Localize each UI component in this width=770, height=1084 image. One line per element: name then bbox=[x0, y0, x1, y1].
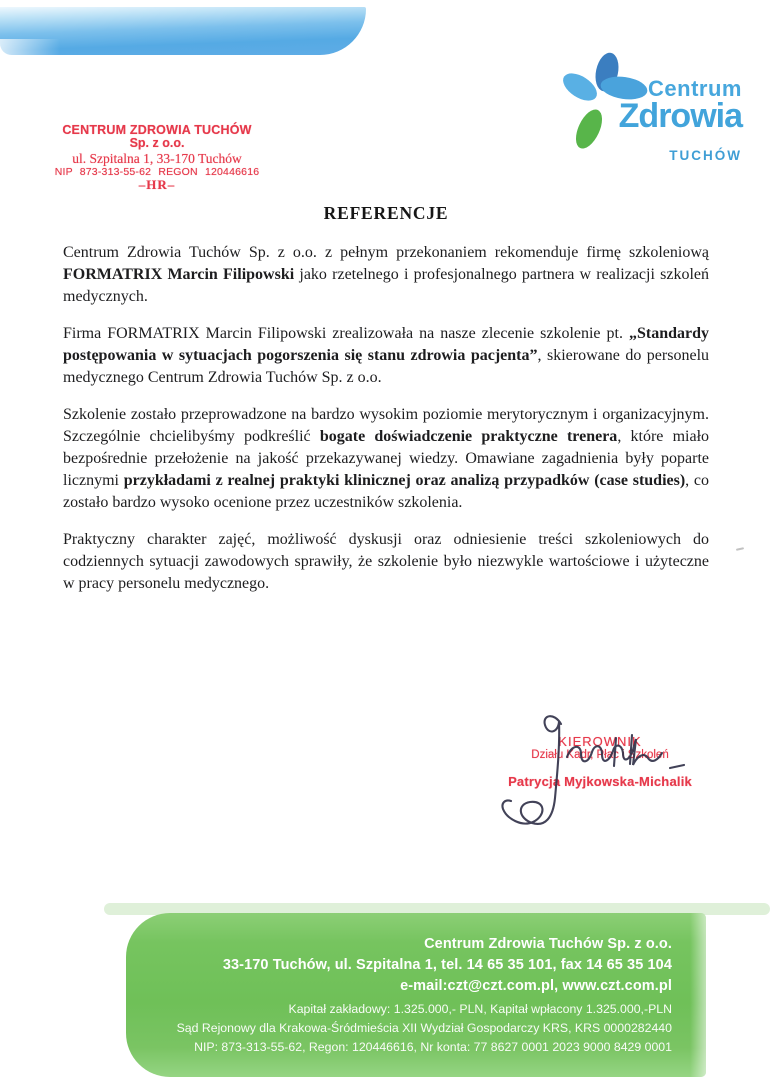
stamp-company-name: CENTRUM ZDROWIA TUCHÓW bbox=[62, 123, 252, 137]
paragraph-training-topic: Firma FORMATRIX Marcin Filipowski zrealizowała na nasze zlecenie szkolenie pt. „Standardy postępowania w sytuacjach pogorszenia się stanu zdrowia pacjenta”, skierowane do personelu medycznego Centrum Zdrowia Tuchów Sp. z o.o. bbox=[63, 325, 710, 386]
letterhead-swoosh-graphic bbox=[0, 7, 366, 55]
stamp-nip-regon: NIP 873-313-55-62 REGON 120446616 bbox=[54, 166, 260, 178]
logo-word-centrum: Centrum bbox=[648, 76, 742, 101]
paragraph-quality: Szkolenie zostało przeprowadzone na bardzo wysokim poziomie merytorycznym i organizacyjnym. Szczególnie chcielibyśmy podkreślić bogate doświadczenie praktyczne trenera, które miało bezpośrednie przełożenie na jakość przekazywanej wiedzy. Omawiane zagadnienia były poparte licznymi przykładami z realnej praktyki klinicznej oraz analizą przypadków (case studies), co zostało bardzo wysoko ocenione przez uczestników szkolenia. bbox=[63, 406, 710, 511]
footer-email-web: e-mail:czt@czt.com.pl, www.czt.com.pl bbox=[400, 978, 672, 994]
signer-name: Patrycja Myjkowska-Michalik bbox=[508, 774, 692, 789]
stamp-company-form: Sp. z o.o. bbox=[129, 136, 185, 150]
footer-nip-regon-account: NIP: 873-313-55-62, Regon: 120446616, Nr konta: 77 8627 0001 2023 9000 8429 0001 bbox=[194, 1040, 672, 1054]
footer-capital: Kapitał zakładowy: 1.325.000,- PLN, Kapitał wpłacony 1.325.000,-PLN bbox=[288, 1002, 672, 1016]
stamp-hr-mark: –HR– bbox=[138, 177, 176, 192]
company-address-stamp bbox=[48, 123, 266, 191]
stamp-address: ul. Szpitalna 1, 33-170 Tuchów bbox=[72, 151, 242, 166]
handwritten-signature-ink bbox=[488, 708, 693, 843]
scan-speckle bbox=[736, 547, 744, 551]
footer-company-name: Centrum Zdrowia Tuchów Sp. z o.o. bbox=[424, 936, 672, 952]
logo-word-tuchow: TUCHÓW bbox=[669, 148, 742, 163]
footer-contact-band bbox=[126, 913, 706, 1077]
footer-court-krs: Sąd Rejonowy dla Krakowa-Śródmieścia XII Wydział Gospodarczy KRS, KRS 0000282440 bbox=[176, 1021, 672, 1035]
letter-body bbox=[63, 202, 709, 610]
signer-role: KIEROWNIK bbox=[558, 734, 642, 749]
signer-department: Działu Kadr, Płac i Szkoleń bbox=[531, 749, 669, 761]
paragraph-conclusion: Praktyczny charakter zajęć, możliwość dyskusji oraz odniesienie treści szkoleniowych do codziennych sytuacji zawodowych sprawiły, że szkolenie było niezwykle wartościowe i użyteczne w pracy personelu medycznego. bbox=[63, 531, 709, 592]
logo-word-zdrowia: Zdrowia bbox=[618, 97, 742, 135]
footer-address-phone: 33-170 Tuchów, ul. Szpitalna 1, tel. 14 65 35 101, fax 14 65 35 104 bbox=[222, 957, 672, 973]
letter-title: REFERENCJE bbox=[323, 203, 449, 223]
paragraph-recommendation: Centrum Zdrowia Tuchów Sp. z o.o. z pełnym przekonaniem rekomenduje firmę szkoleniową FORMATRIX Marcin Filipowski jako rzetelnego i profesjonalnego partnera w realizacji szkoleń medycznych. bbox=[63, 244, 709, 305]
